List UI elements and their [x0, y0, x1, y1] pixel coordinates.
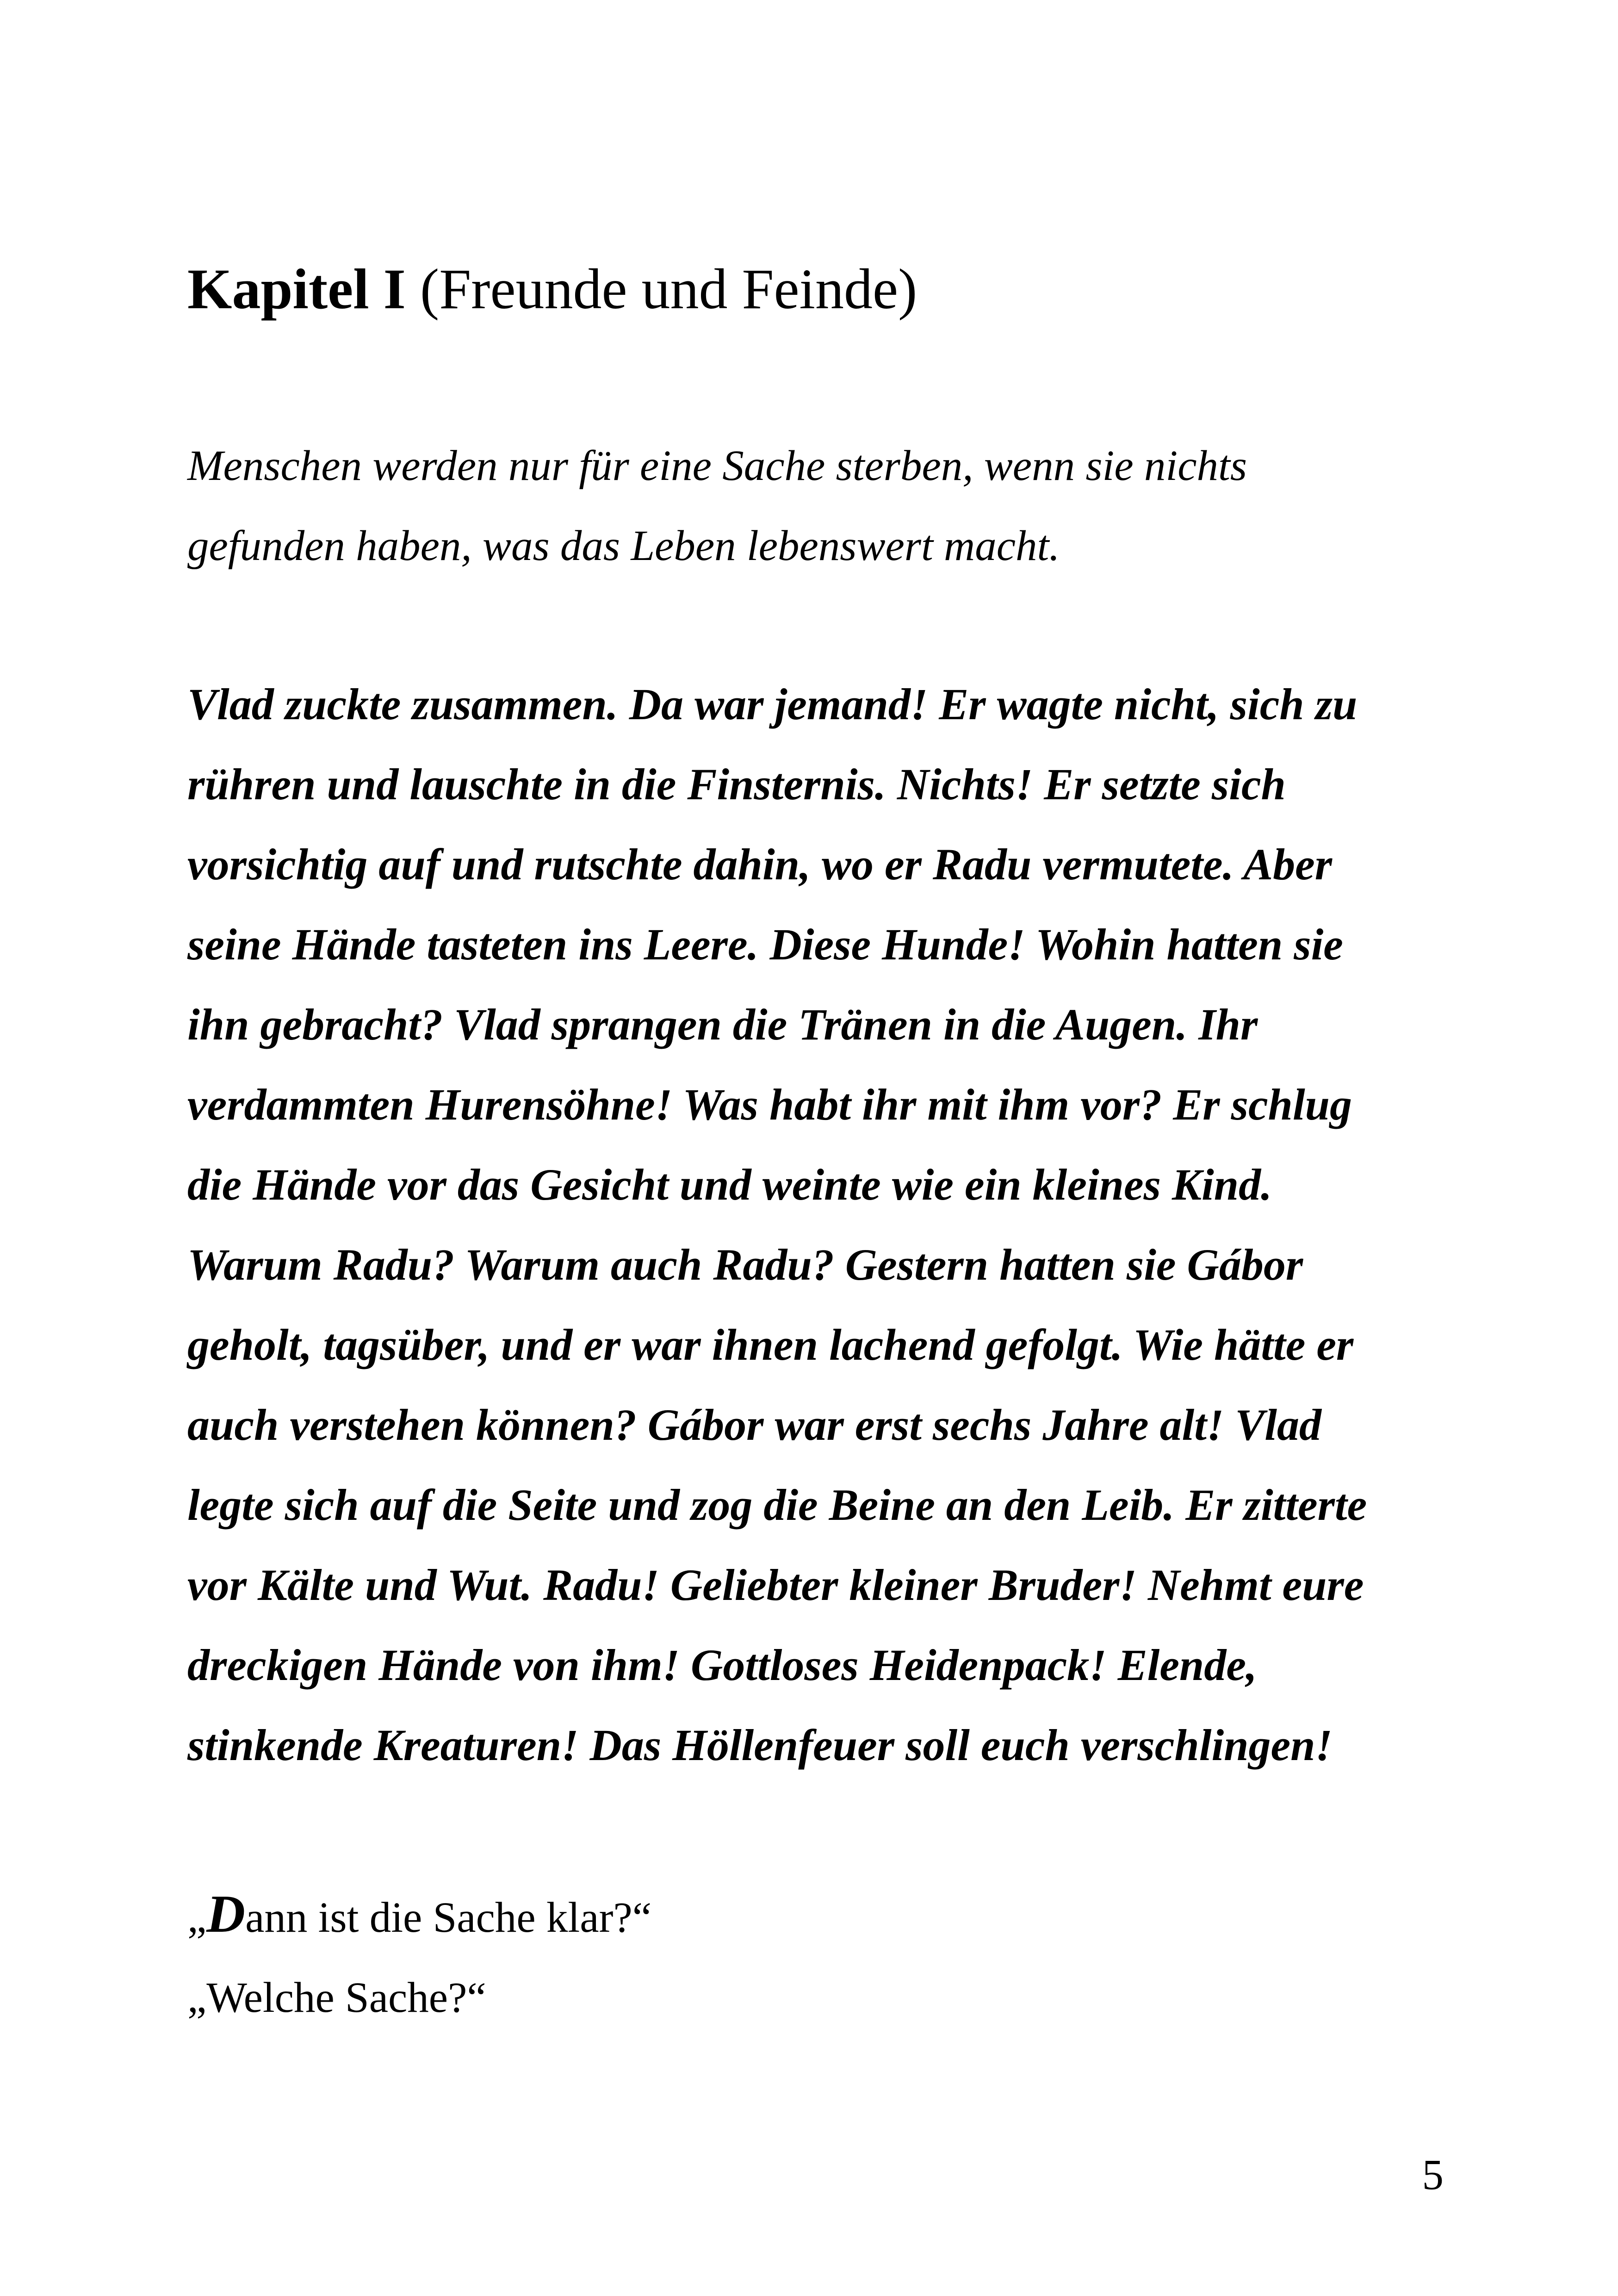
page-number: 5 [1422, 2151, 1444, 2199]
epigraph-line: Menschen werden nur für eine Sache sterben, wenn sie nichts [187, 442, 1247, 490]
chapter-heading [187, 252, 917, 326]
dialogue-line [187, 1874, 1446, 1958]
passage-line: auch verstehen können? Gábor war erst sechs Jahre alt! Vlad [187, 1400, 1321, 1450]
passage-line: vor Kälte und Wut. Radu! Geliebter kleiner Bruder! Nehmt eure [187, 1560, 1364, 1610]
epigraph-line: gefunden haben, was das Leben lebenswert macht. [187, 522, 1060, 570]
epigraph [187, 426, 1446, 586]
passage-line: vorsichtig auf und rutschte dahin, wo er Radu vermutete. Aber [187, 840, 1333, 889]
dialogue-line: „Welche Sache?“ [187, 1974, 486, 2022]
passage-line: rühren und lauschte in die Finsternis. Nichts! Er setzte sich [187, 759, 1286, 809]
passage-line: dreckigen Hände von ihm! Gottloses Heidenpack! Elende, [187, 1640, 1257, 1690]
dialogue [187, 1874, 1446, 2038]
passage-line: Warum Radu? Warum auch Radu? Gestern hatten sie Gábor [187, 1240, 1303, 1289]
open-quote: „ [187, 1894, 207, 1941]
passage-line: legte sich auf die Seite und zog die Beine an den Leib. Er zitterte [187, 1480, 1367, 1530]
italic-bold-passage [187, 664, 1446, 1785]
passage-line: die Hände vor das Gesicht und weinte wie ein kleines Kind. [187, 1160, 1272, 1209]
chapter-number: Kapitel I [187, 257, 406, 321]
passage-line: ihn gebracht? Vlad sprangen die Tränen in die Augen. Ihr [187, 1000, 1258, 1049]
dialogue-text: ann ist die Sache klar?“ [245, 1894, 652, 1941]
chapter-title: (Freunde und Feinde) [420, 257, 917, 321]
passage-line: verdammten Hurensöhne! Was habt ihr mit ihm vor? Er schlug [187, 1080, 1352, 1129]
passage-line: stinkende Kreaturen! Das Höllenfeuer soll euch verschlingen! [187, 1720, 1333, 1770]
drop-cap: D [206, 1885, 246, 1944]
passage-line: Vlad zuckte zusammen. Da war jemand! Er wagte nicht, sich zu [187, 679, 1358, 729]
passage-line: seine Hände tasteten ins Leere. Diese Hunde! Wohin hatten sie [187, 920, 1343, 969]
passage-line: geholt, tagsüber, und er war ihnen lachend gefolgt. Wie hätte er [187, 1320, 1354, 1369]
